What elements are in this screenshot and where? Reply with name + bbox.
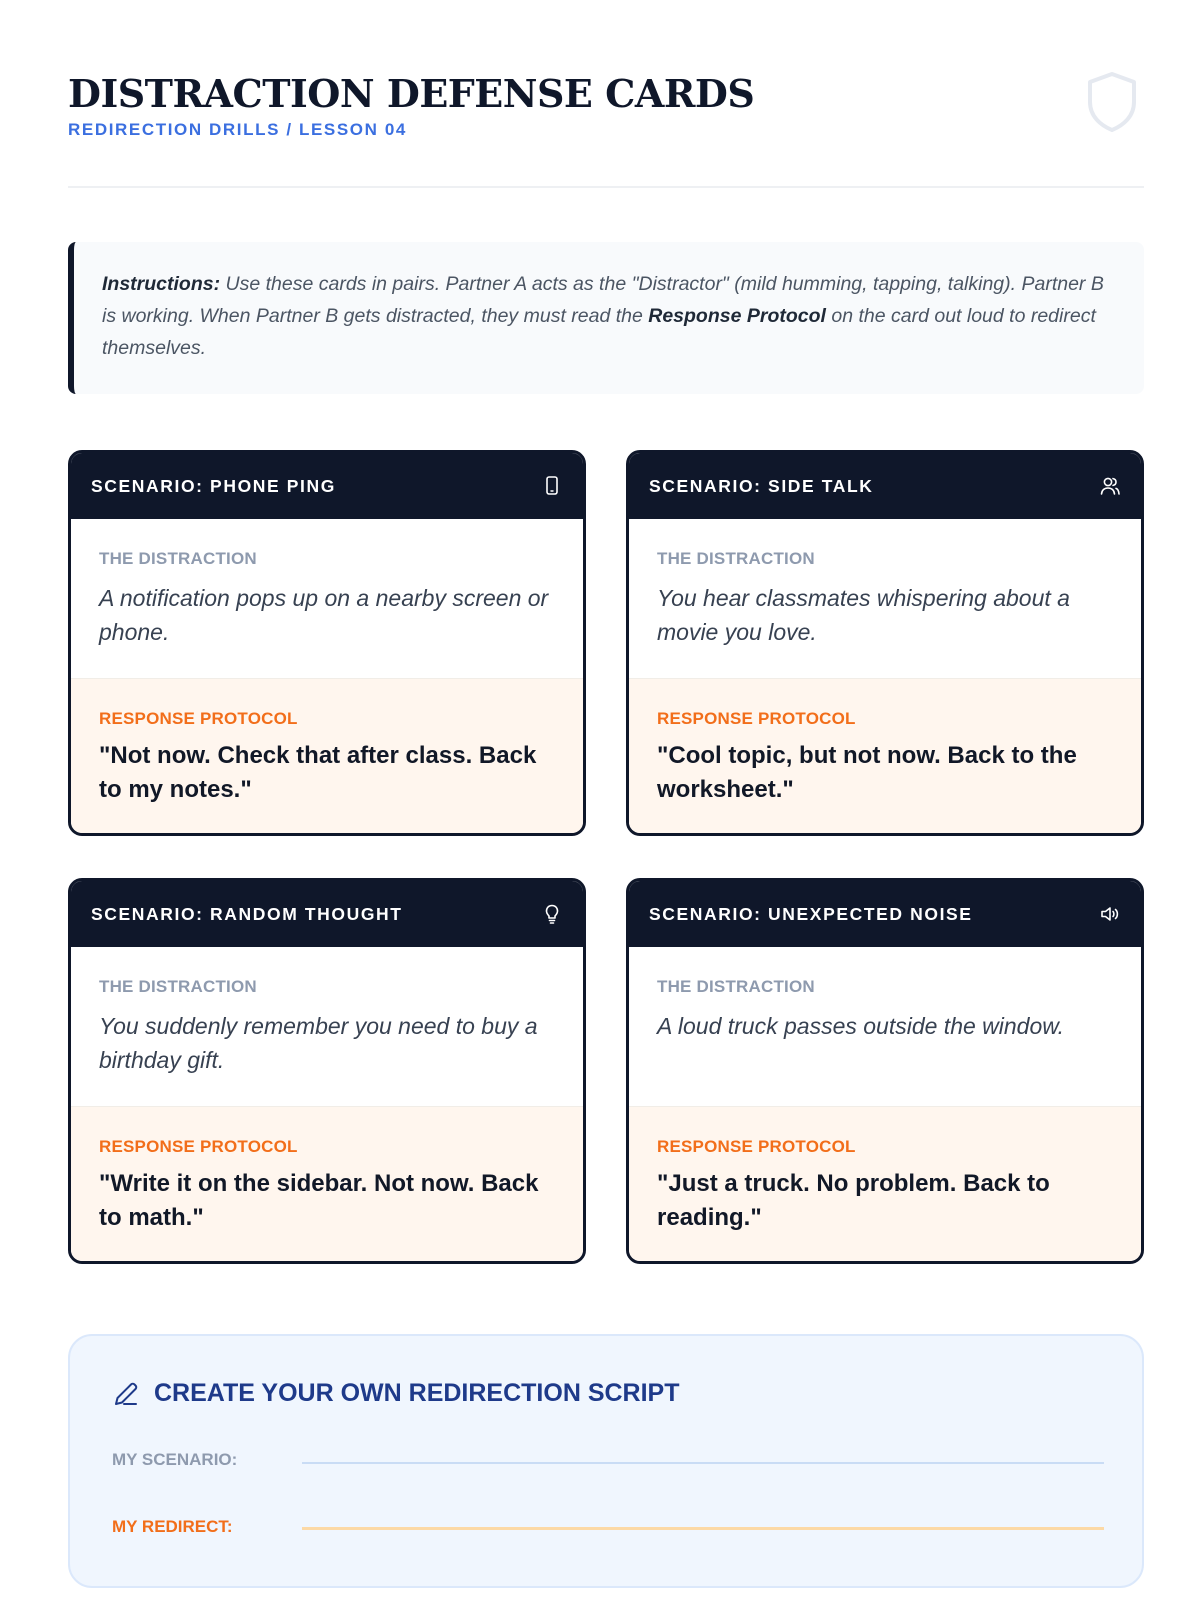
card-header (71, 881, 583, 947)
instructions-text-1: Use these cards in pairs. Partner A acts as the "Distractor" (mild humming, tapping, talking). Partner B is working. When Partner B gets distracted, they must read the (102, 273, 1104, 327)
worksheet-page (68, 0, 1144, 1600)
my-scenario-field[interactable] (302, 1440, 1104, 1464)
lightbulb-icon (541, 903, 563, 925)
page-title: DISTRACTION DEFENSE CARDS (68, 71, 755, 116)
distraction-text: You hear classmates whispering about a movie you love. (657, 585, 1070, 645)
protocol-text: "Not now. Check that after class. Back to my notes." (99, 742, 537, 803)
distraction-text: You suddenly remember you need to buy a birthday gift. (99, 1013, 538, 1073)
distraction-label: THE DISTRACTION (657, 977, 815, 996)
card-scenario-title: SCENARIO: SIDE TALK (649, 476, 874, 496)
speaker-icon (1099, 903, 1121, 925)
card-scenario-title: SCENARIO: UNEXPECTED NOISE (649, 904, 973, 924)
protocol-text: "Cool topic, but not now. Back to the worksheet." (657, 742, 1077, 803)
card-scenario-title: SCENARIO: RANDOM THOUGHT (91, 904, 403, 924)
card-distraction-section (71, 519, 583, 679)
protocol-label: RESPONSE PROTOCOL (99, 709, 298, 728)
phone-icon (541, 475, 563, 497)
page-header (68, 70, 1144, 188)
protocol-text: "Write it on the sidebar. Not now. Back to math." (99, 1170, 539, 1231)
card-header (629, 453, 1141, 519)
distraction-text: A notification pops up on a nearby screen or phone. (99, 585, 549, 645)
create-script-title: CREATE YOUR OWN REDIRECTION SCRIPT (154, 1379, 680, 1407)
card-distraction-section (71, 947, 583, 1107)
my-redirect-label: MY REDIRECT: (112, 1517, 233, 1536)
card-unexpected-noise (626, 878, 1144, 1264)
card-phone-ping (68, 450, 586, 836)
distraction-label: THE DISTRACTION (99, 549, 257, 568)
my-redirect-field[interactable] (302, 1506, 1104, 1530)
protocol-label: RESPONSE PROTOCOL (657, 1137, 856, 1156)
card-scenario-title: SCENARIO: PHONE PING (91, 476, 336, 496)
protocol-label: RESPONSE PROTOCOL (99, 1137, 298, 1156)
create-script-box (68, 1334, 1144, 1588)
page-subtitle: REDIRECTION DRILLS / LESSON 04 (68, 120, 407, 139)
distraction-label: THE DISTRACTION (657, 549, 815, 568)
distraction-label: THE DISTRACTION (99, 977, 257, 996)
instructions-box (68, 242, 1144, 394)
card-distraction-section (629, 519, 1141, 679)
instructions-lead: Instructions: (102, 273, 221, 295)
card-protocol-section (71, 679, 583, 836)
card-protocol-section (629, 1107, 1141, 1264)
users-icon (1099, 475, 1121, 497)
card-side-talk (626, 450, 1144, 836)
instructions-emphasis: Response Protocol (648, 305, 826, 327)
card-protocol-section (629, 679, 1141, 836)
card-distraction-section (629, 947, 1141, 1107)
instructions-text-2: on the card out loud to redirect themselves. (102, 305, 1096, 359)
pencil-icon (112, 1380, 140, 1408)
distraction-text: A loud truck passes outside the window. (657, 1013, 1064, 1039)
card-protocol-section (71, 1107, 583, 1264)
protocol-label: RESPONSE PROTOCOL (657, 709, 856, 728)
shield-icon (1084, 70, 1140, 134)
my-scenario-label: MY SCENARIO: (112, 1450, 238, 1469)
protocol-text: "Just a truck. No problem. Back to reading." (657, 1170, 1050, 1231)
card-header (629, 881, 1141, 947)
card-random-thought (68, 878, 586, 1264)
card-header (71, 453, 583, 519)
